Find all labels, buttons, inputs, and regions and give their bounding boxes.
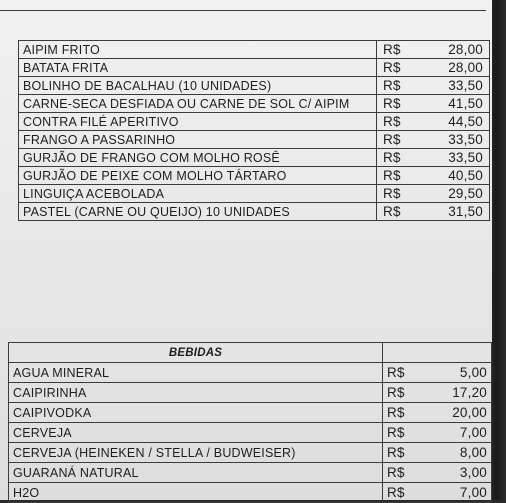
- currency-symbol: R$: [383, 204, 401, 219]
- item-name: GURJÃO DE PEIXE COM MOLHO TÁRTARO: [19, 167, 377, 185]
- currency-symbol: R$: [387, 485, 405, 500]
- food-item-row: [19, 77, 490, 95]
- price-value: 28,00: [448, 60, 483, 75]
- price-value: 31,50: [448, 204, 483, 219]
- food-item-row: [19, 41, 490, 59]
- item-price-cell: [383, 423, 492, 443]
- item-name: LINGUIÇA ACEBOLADA: [19, 185, 377, 203]
- item-price-cell: [377, 59, 490, 77]
- price-value: 33,50: [448, 132, 483, 147]
- currency-symbol: R$: [383, 150, 401, 165]
- price-value: 44,50: [448, 114, 483, 129]
- drink-item-row: [9, 403, 492, 423]
- item-name: GURJÃO DE FRANGO COM MOLHO ROSÊ: [19, 149, 377, 167]
- price-value: 40,50: [448, 168, 483, 183]
- food-price-table: [18, 40, 490, 221]
- drink-item-row: [9, 443, 492, 463]
- drinks-heading-price-cell: [383, 343, 492, 363]
- currency-symbol: R$: [387, 465, 405, 480]
- currency-symbol: R$: [387, 425, 405, 440]
- item-name: AIPIM FRITO: [19, 41, 377, 59]
- item-price-cell: [377, 95, 490, 113]
- price-value: 7,00: [459, 425, 487, 440]
- item-name: CERVEJA: [9, 423, 383, 443]
- food-item-row: [19, 113, 490, 131]
- currency-symbol: R$: [383, 186, 401, 201]
- item-name: CONTRA FILÉ APERITIVO: [19, 113, 377, 131]
- food-item-row: [19, 167, 490, 185]
- currency-symbol: R$: [383, 96, 401, 111]
- item-name: GUARANÁ NATURAL: [9, 463, 383, 483]
- item-price-cell: [377, 113, 490, 131]
- currency-symbol: R$: [383, 114, 401, 129]
- food-item-row: [19, 131, 490, 149]
- item-name: CARNE-SECA DESFIADA OU CARNE DE SOL C/ AIPIM: [19, 95, 377, 113]
- food-item-row: [19, 203, 490, 221]
- currency-symbol: R$: [383, 60, 401, 75]
- item-name: CAIPIRINHA: [9, 383, 383, 403]
- item-name: FRANGO A PASSARINHO: [19, 131, 377, 149]
- food-item-row: [19, 185, 490, 203]
- drinks-header-row: [9, 343, 492, 363]
- currency-symbol: R$: [387, 365, 405, 380]
- item-name: BATATA FRITA: [19, 59, 377, 77]
- currency-symbol: R$: [383, 132, 401, 147]
- item-name: AGUA MINERAL: [9, 363, 383, 383]
- drink-item-row: [9, 463, 492, 483]
- price-value: 20,00: [452, 405, 487, 420]
- food-item-row: [19, 149, 490, 167]
- item-price-cell: [377, 203, 490, 221]
- item-price-cell: [377, 185, 490, 203]
- item-name: CERVEJA (HEINEKEN / STELLA / BUDWEISER): [9, 443, 383, 463]
- top-table-edge: [0, 0, 486, 11]
- currency-symbol: R$: [383, 42, 401, 57]
- item-price-cell: [377, 77, 490, 95]
- item-name: H2O: [9, 483, 383, 503]
- item-price-cell: [383, 363, 492, 383]
- item-name: BOLINHO DE BACALHAU (10 UNIDADES): [19, 77, 377, 95]
- price-value: 3,00: [459, 465, 487, 480]
- item-price-cell: [377, 149, 490, 167]
- food-item-row: [19, 95, 490, 113]
- item-name: PASTEL (CARNE OU QUEIJO) 10 UNIDADES: [19, 203, 377, 221]
- price-value: 33,50: [448, 78, 483, 93]
- price-value: 29,50: [448, 186, 483, 201]
- price-value: 8,00: [459, 445, 487, 460]
- currency-symbol: R$: [387, 385, 405, 400]
- price-value: 17,20: [452, 385, 487, 400]
- price-value: 41,50: [448, 96, 483, 111]
- price-value: 7,00: [459, 485, 487, 500]
- currency-symbol: R$: [383, 168, 401, 183]
- drinks-price-table: [8, 342, 492, 503]
- food-item-row: [19, 59, 490, 77]
- currency-symbol: R$: [387, 405, 405, 420]
- item-name: CAIPIVODKA: [9, 403, 383, 423]
- item-price-cell: [383, 463, 492, 483]
- item-price-cell: [383, 443, 492, 463]
- item-price-cell: [377, 167, 490, 185]
- currency-symbol: R$: [383, 78, 401, 93]
- price-value: 33,50: [448, 150, 483, 165]
- item-price-cell: [383, 403, 492, 423]
- item-price-cell: [377, 41, 490, 59]
- item-price-cell: [383, 383, 492, 403]
- drink-item-row: [9, 383, 492, 403]
- item-price-cell: [377, 131, 490, 149]
- price-value: 28,00: [448, 42, 483, 57]
- drink-item-row: [9, 363, 492, 383]
- currency-symbol: R$: [387, 445, 405, 460]
- drinks-heading: BEBIDAS: [9, 343, 383, 363]
- drink-item-row: [9, 423, 492, 443]
- price-value: 5,00: [459, 365, 487, 380]
